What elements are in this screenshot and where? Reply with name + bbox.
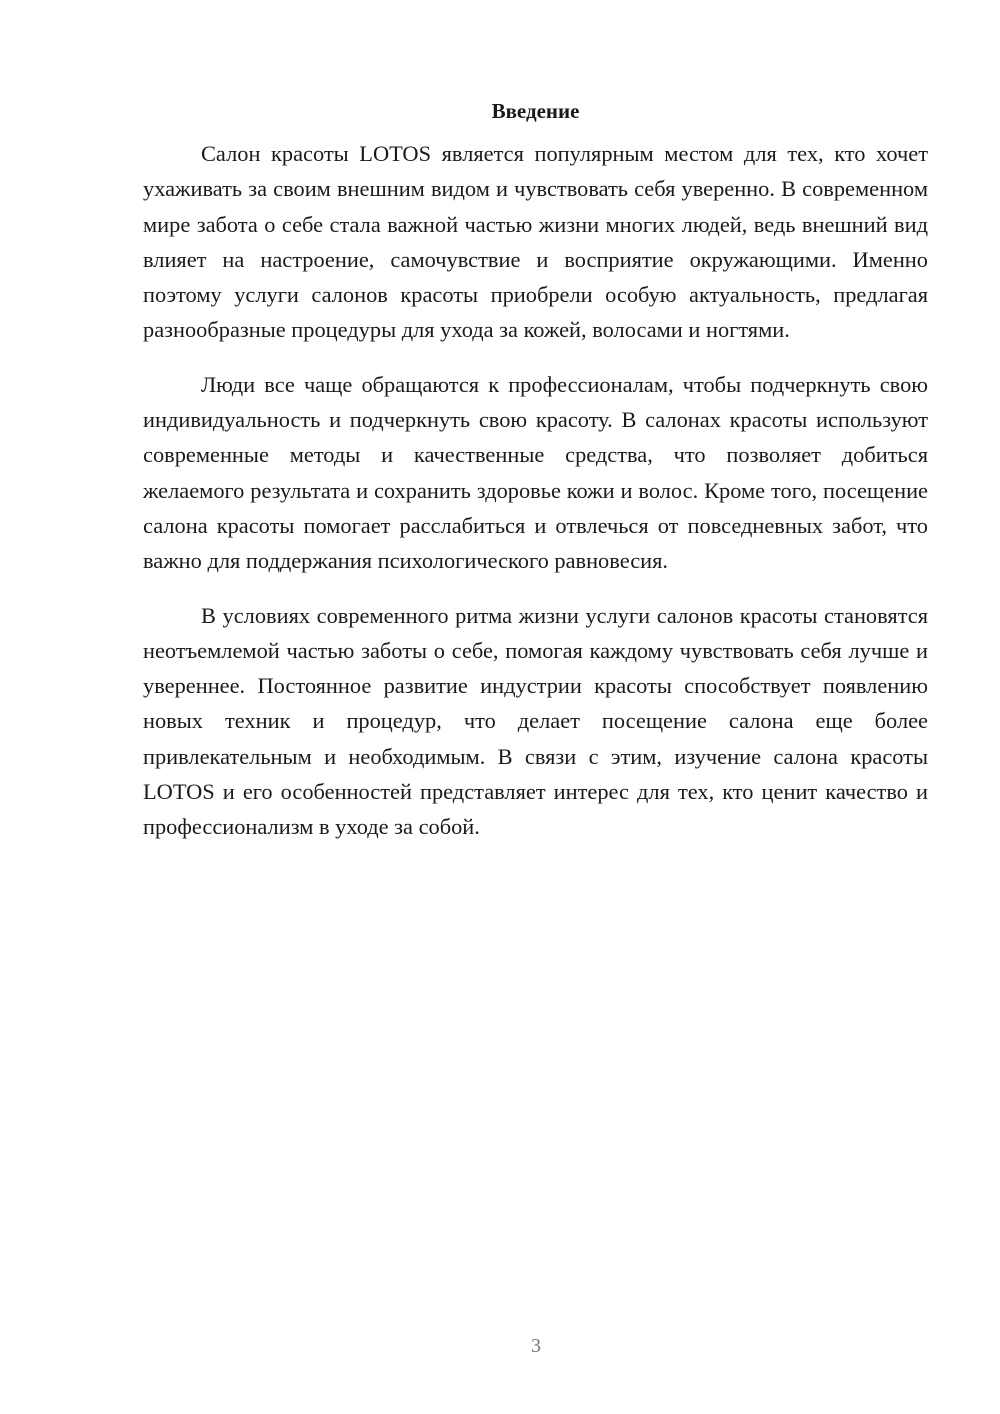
page-content (143, 96, 928, 864)
paragraph-2: Люди все чаще обращаются к профессионалам, чтобы подчеркнуть свою индивидуальность и подчеркнуть свою красоту. В салонах красоты используют современные методы и качественные средства, что позволяет добиться желаемого результата и сохранить здоровье кожи и волос. Кроме того, посещение салона красоты помогает расслабиться и отвлечься от повседневных забот, что важно для поддержания психологического равновесия. (143, 371, 928, 574)
section-heading: Введение (491, 99, 580, 123)
paragraph-3: В условиях современного ритма жизни услуги салонов красоты становятся неотъемлемой частью заботы о себе, помогая каждому чувствовать себя лучше и увереннее. Постоянное развитие индустрии красоты способствует появлению новых техник и процедур, что делает посещение салона еще более привлекательным и необходимым. В связи с этим, изучение салона красоты LOTOS и его особенностей представляет интерес для тех, кто ценит качество и профессионализм в уходе за собой. (143, 602, 928, 840)
paragraph-1: Салон красоты LOTOS является популярным местом для тех, кто хочет ухаживать за своим внешним видом и чувствовать себя уверенно. В современном мире забота о себе стала важной частью жизни многих людей, ведь внешний вид влияет на настроение, самочувствие и восприятие окружающими. Именно поэтому услуги салонов красоты приобрели особую актуальность, предлагая разнообразные процедуры для ухода за кожей, волосами и ногтями. (143, 141, 928, 343)
page-number: 3 (531, 1335, 541, 1357)
